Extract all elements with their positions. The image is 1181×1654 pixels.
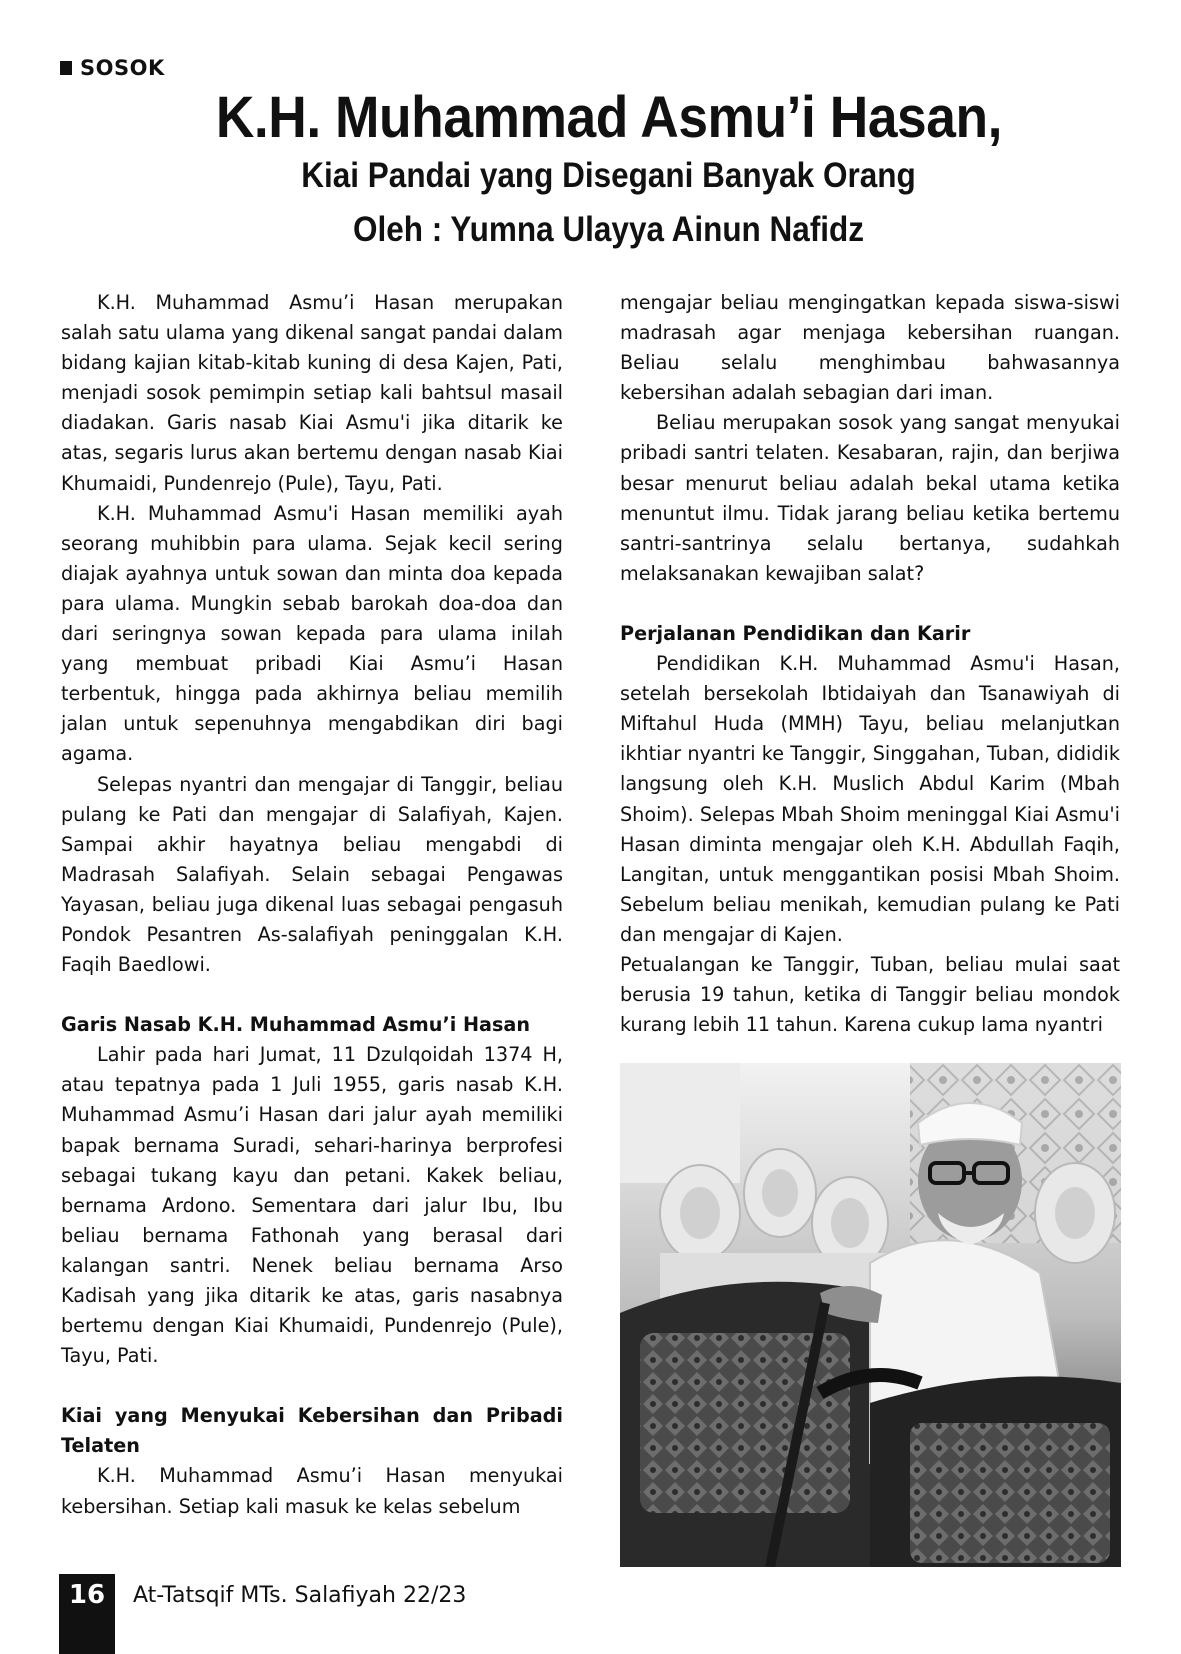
section-heading: Perjalanan Pendidikan dan Karir bbox=[620, 621, 971, 645]
paragraph: K.H. Muhammad Asmu'i Hasan memiliki ayah seorang muhibbin para ulama. Sejak kecil sering diajak ayahnya untuk sowan dan minta doa kepada para ulama. Mungkin sebab barokah doa-doa dan dari seringnya sowan kepada para ulama inilah yang membuat pribadi Kiai Asmu’i Hasan terbentuk, hingga pada akhirnya beliau memilih jalan untuk sepenuhnya mengabdikan diri bagi agama. bbox=[61, 501, 563, 766]
square-bullet-icon bbox=[60, 61, 72, 75]
publication-name: At-Tatsqif MTs. Salafiyah 22/23 bbox=[133, 1583, 467, 1608]
paragraph: Pendidikan K.H. Muhammad Asmu'i Hasan, setelah bersekolah Ibtidaiyah dan Tsanawiyah di Miftahul Huda (MMH) Tayu, beliau melanjutkan ikhtiar nyantri ke Tanggir, Singgahan, Tuban, dididik langsung oleh K.H. Muslich Abdul Karim (Mbah Shoim). Selepas Mbah Shoim meninggal Kiai Asmu'i Hasan diminta mengajar oleh K.H. Abdullah Faqih, Langitan, untuk menggantikan posisi Mbah Shoim. Sebelum beliau menikah, kemudian pulang ke Pati dan mengajar di Kajen. bbox=[620, 652, 1120, 946]
paragraph: Selepas nyantri dan mengajar di Tanggir, beliau pulang ke Pati dan mengajar di Salafiyah, Kajen. Sampai akhir hayatnya beliau mengabdi di Madrasah Salafiyah. Selain sebagai Pengawas Yayasan, beliau juga dikenal luas sebagai pengasuh Pondok Pesantren As-salafiyah peninggalan K.H. Faqih Baedlowi. bbox=[61, 772, 563, 977]
left-column bbox=[61, 288, 563, 1522]
section-heading: Kiai yang Menyukai Kebersihan dan Pribadi Telaten bbox=[61, 1404, 563, 1458]
paragraph: K.H. Muhammad Asmu’i Hasan merupakan salah satu ulama yang dikenal sangat pandai dalam bidang kajian kitab-kitab kuning di desa Kajen, Pati, menjadi sosok pemimpin setiap kali bahtsul masail diadakan. Garis nasab Kiai Asmu'i jika ditarik ke atas, segaris lurus akan bertemu dengan nasab Kiai Khumaidi, Pundenrejo (Pule), Tayu, Pati. bbox=[61, 291, 563, 495]
article-author: Oleh : Yumna Ulayya Ainun Nafidz bbox=[352, 210, 865, 249]
paragraph: Petualangan ke Tanggir, Tuban, beliau mulai saat berusia 19 tahun, ketika di Tanggir beliau mondok kurang lebih 11 tahun. Karena cukup lama nyantri bbox=[620, 952, 1120, 1037]
section-tag-label: SOSOK bbox=[80, 56, 165, 80]
section-heading: Garis Nasab K.H. Muhammad Asmu’i Hasan bbox=[61, 1013, 531, 1037]
article-title: K.H. Muhammad Asmu’i Hasan, bbox=[215, 85, 1002, 150]
paragraph: mengajar beliau mengingatkan kepada siswa-siswi madrasah agar menjaga kebersihan ruangan. Beliau selalu menghimbau bahwasannya kebersihan adalah sebagian dari iman. bbox=[620, 291, 1120, 405]
right-column bbox=[620, 288, 1120, 1040]
article-subtitle: Kiai Pandai yang Disegani Banyak Orang bbox=[301, 156, 916, 195]
section-tag bbox=[60, 56, 165, 80]
paragraph: Beliau merupakan sosok yang sangat menyukai pribadi santri telaten. Kesabaran, rajin, dan berjiwa besar menurut beliau adalah bekal utama ketika menuntut ilmu. Tidak jarang beliau ketika bertemu santri-santrinya selalu bertanya, sudahkah melaksanakan kewajiban salat? bbox=[620, 411, 1120, 585]
portrait-photo bbox=[620, 1063, 1121, 1567]
paragraph: K.H. Muhammad Asmu’i Hasan menyukai kebersihan. Setiap kali masuk ke kelas sebelum bbox=[61, 1464, 563, 1518]
page-number: 16 bbox=[68, 1580, 106, 1610]
paragraph: Lahir pada hari Jumat, 11 Dzulqoidah 1374 H, atau tepatnya pada 1 Juli 1955, garis nasab K.H. Muhammad Asmu’i Hasan dari jalur ayah memiliki bapak bernama Suradi, sehari-harinya berprofesi sebagai tukang kayu dan petani. Kakek beliau, bernama Ardono. Sementara dari jalur Ibu, Ibu beliau bernama Fathonah yang berasal dari kalangan santri. Nenek beliau bernama Arso Kadisah yang jika ditarik ke atas, garis nasabnya bertemu dengan Kiai Khumaidi, Pundenrejo (Pule), Tayu, Pati. bbox=[61, 1043, 563, 1368]
